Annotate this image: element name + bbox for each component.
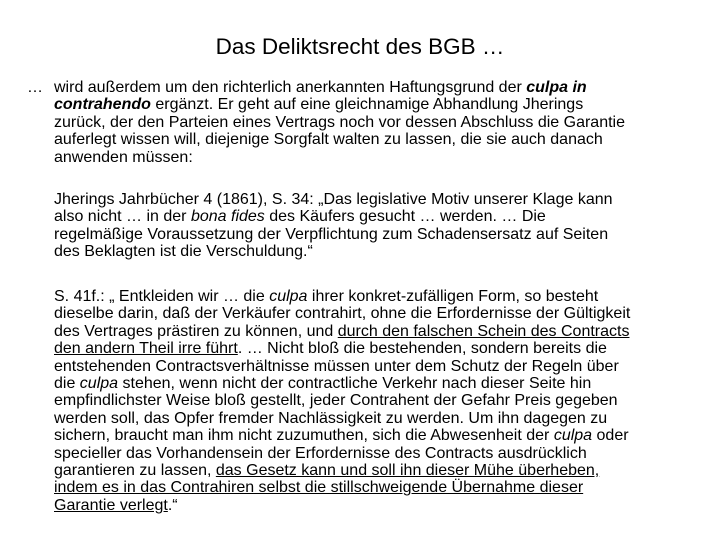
text-span: ergänzt. Er geht auf eine gleichnamige Abhandlung Jherings bbox=[150, 96, 584, 114]
text-line bbox=[54, 79, 704, 96]
underlined-text: durch den falschen Schein des Contracts bbox=[337, 322, 630, 340]
emphasis-text: culpa in bbox=[526, 79, 587, 96]
underlined-text: den andern Theil irre führt bbox=[54, 340, 238, 358]
text-line: indem es in das Contrahiren selbst die stillschweigende Übernahme dieser bbox=[54, 479, 584, 497]
text-span: sichern, braucht man ihm nicht zuzumuthen, sich die Abwesenheit der bbox=[54, 427, 554, 445]
slide-title: Das Deliktsrecht des BGB … bbox=[215, 34, 505, 59]
italic-text: culpa bbox=[79, 375, 119, 393]
text-line bbox=[54, 323, 704, 340]
text-line bbox=[54, 375, 704, 392]
text-line: auferlegt wissen will, diejenige Sorgfalt walten zu lassen, die sie auch danach bbox=[54, 131, 603, 149]
text-span: garantieren zu lassen, bbox=[54, 462, 216, 480]
underlined-text: Garantie verlegt bbox=[54, 496, 168, 514]
text-line: zurück, der den Parteien eines Vertrags noch vor dessen Abschluss die Garantie bbox=[54, 113, 625, 131]
text-line bbox=[54, 462, 704, 479]
emphasis-text: contrahendo bbox=[54, 96, 151, 114]
text-line bbox=[54, 96, 704, 113]
text-line bbox=[54, 208, 704, 225]
text-span: . … Nicht bloß die bestehenden, sondern bereits die bbox=[237, 340, 607, 358]
text-line: anwenden müssen: bbox=[54, 148, 193, 166]
text-span: wird außerdem um den richterlich anerkannten Haftungsgrund der bbox=[54, 79, 527, 96]
text-span: stehen, wenn nicht der contractliche Verkehr nach dieser Seite hin bbox=[118, 375, 592, 393]
text-span: also nicht … in der bbox=[54, 208, 191, 226]
text-span: ihrer konkret-zufälligen Form, so besteht bbox=[307, 288, 599, 305]
underlined-text: das Gesetz kann und soll ihn dieser Mühe überheben, bbox=[215, 462, 600, 480]
text-line: specieller das Vorhandensein der Erfordernisse des Contracts ausdrücklich bbox=[54, 444, 587, 462]
text-line: regelmäßige Voraussetzung der Verpflichtung zum Schadensersatz auf Seiten bbox=[54, 225, 609, 243]
text-line bbox=[54, 288, 704, 305]
text-line: des Beklagten ist die Verschuldung.“ bbox=[54, 243, 313, 261]
text-line: entstehenden Contractsverhältnisse müssen unter dem Schutz der Regeln über bbox=[54, 357, 619, 375]
italic-text: culpa bbox=[269, 288, 308, 305]
text-line bbox=[54, 497, 704, 514]
bullet-marker: … bbox=[27, 79, 43, 96]
text-line: werden soll, das Opfer fremder Nachlässigkeit zu werden. Um ihn dagegen zu bbox=[54, 409, 608, 427]
text-span: des Vertrages prästiren zu können, und bbox=[54, 322, 338, 340]
paragraph-quote-2 bbox=[54, 288, 704, 514]
text-span: des Käufers gesucht … werden. … Die bbox=[264, 208, 546, 226]
text-span: die bbox=[54, 375, 80, 393]
text-line: dieselbe darin, daß der Verkäufer contrahirt, ohne die Erfordernisse der Gültigkeit bbox=[54, 305, 631, 323]
text-span: .“ bbox=[167, 496, 178, 514]
italic-text: culpa bbox=[553, 427, 593, 445]
text-span: oder bbox=[592, 427, 629, 445]
text-line bbox=[54, 427, 704, 444]
text-line bbox=[54, 340, 704, 357]
paragraph-quote-1 bbox=[54, 191, 704, 261]
paragraph-intro bbox=[54, 79, 704, 166]
italic-text: bona fides bbox=[190, 208, 265, 226]
text-span: S. 41f.: „ Entkleiden wir … die bbox=[54, 288, 270, 305]
text-line: empfindlichster Weise bloß gestellt, jeder Contrahent der Gefahr Preis gegeben bbox=[54, 392, 618, 410]
text-line: Jherings Jahrbücher 4 (1861), S. 34: „Das legislative Motiv unserer Klage kann bbox=[54, 191, 613, 208]
